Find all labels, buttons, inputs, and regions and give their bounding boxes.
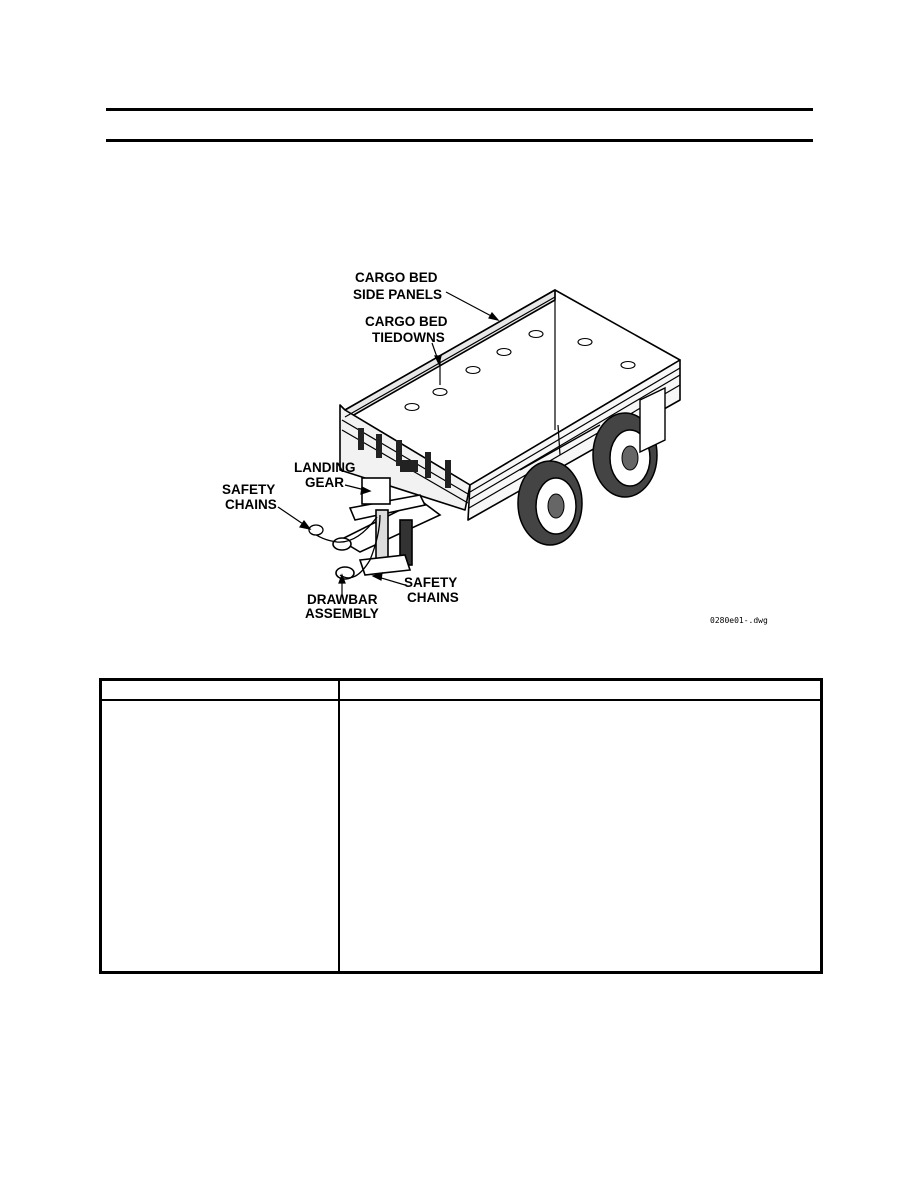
callout-drawbar-line1: DRAWBAR bbox=[307, 592, 378, 607]
callout-safety-chains-right-line1: SAFETY bbox=[404, 575, 458, 590]
callout-side-panels-line1: CARGO BED bbox=[355, 270, 438, 285]
trailer-figure bbox=[210, 255, 780, 635]
callout-tiedowns-line1: CARGO BED bbox=[365, 314, 448, 329]
callout-safety-chains-left-line2: CHAINS bbox=[225, 497, 277, 512]
callout-side-panels-line2: SIDE PANELS bbox=[353, 287, 443, 302]
table-header-rule bbox=[102, 699, 820, 701]
callout-tiedowns-line2: TIEDOWNS bbox=[372, 330, 445, 345]
callout-landing-gear-line1: LANDING bbox=[294, 460, 356, 475]
table-column-divider bbox=[338, 681, 340, 971]
figure-file-id: 0280e01-.dwg bbox=[710, 616, 768, 625]
header-rule-top bbox=[106, 108, 813, 111]
callout-landing-gear-line2: GEAR bbox=[305, 475, 345, 490]
callout-safety-chains-left-line1: SAFETY bbox=[222, 482, 276, 497]
description-table bbox=[99, 678, 823, 974]
header-rule-bottom bbox=[106, 139, 813, 142]
callout-safety-chains-right-line2: CHAINS bbox=[407, 590, 459, 605]
callout-drawbar-line2: ASSEMBLY bbox=[305, 606, 379, 621]
wheel-front bbox=[518, 461, 582, 545]
trailer-illustration bbox=[210, 255, 780, 635]
